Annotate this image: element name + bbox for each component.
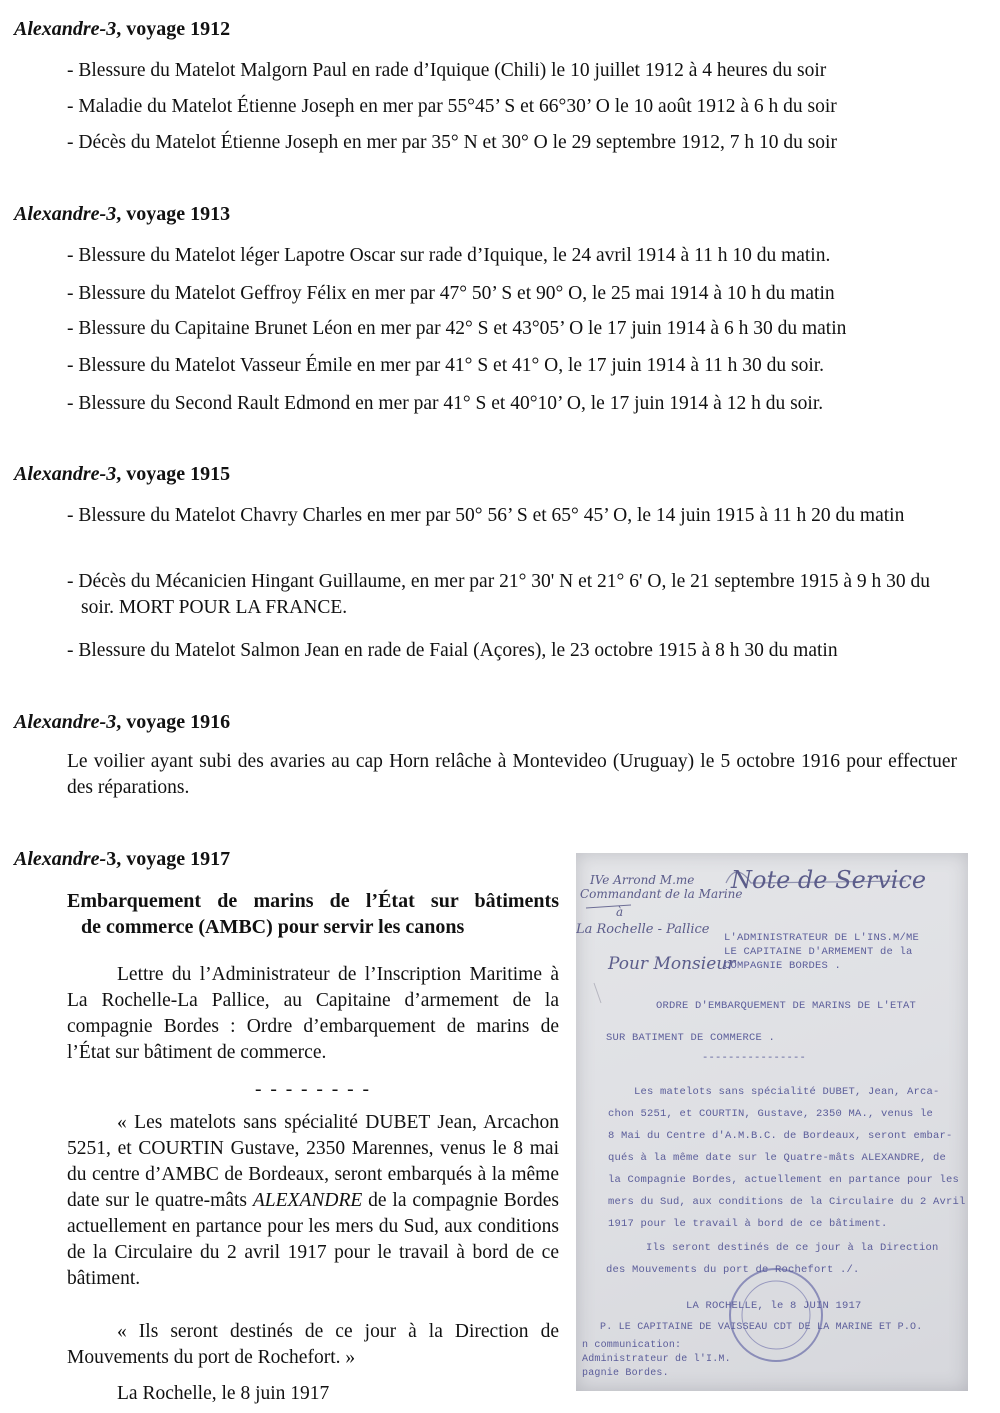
list-item: - Décès du Mécanicien Hingant Guillaume, en mer par 21° 30' N et 21° 6' O, le 21 septembre 1915 à 9 h 30 du soir. MORT POUR LA FRANCE. bbox=[67, 571, 931, 618]
scan-text: 1917 pour le travail à bord de ce bâtiment. bbox=[608, 1218, 888, 1230]
quote-paragraph bbox=[67, 1110, 559, 1292]
ship-name: Alexandre-3 bbox=[14, 463, 117, 485]
list-item: - Maladie du Matelot Étienne Joseph en mer par 55°45’ S et 66°30’ O le 10 août 1912 à 6 h du soir bbox=[67, 96, 837, 117]
scan-text: chon 5251, et COURTIN, Gustave, 2350 MA., venus le bbox=[608, 1108, 934, 1120]
scan-text: COMPAGNIE BORDES . bbox=[724, 960, 842, 972]
ship-name: Alexandre-3 bbox=[14, 711, 117, 733]
scan-text: ---------------- bbox=[702, 1052, 807, 1064]
scan-text: des Mouvements du port de Rochefort ./. bbox=[606, 1264, 860, 1276]
scan-text: LE CAPITAINE D'ARMEMENT de la bbox=[724, 946, 913, 958]
ship-name: ALEXANDRE bbox=[252, 1190, 363, 1211]
scan-text: ORDRE D'EMBARQUEMENT DE MARINS DE L'ETAT bbox=[656, 1000, 917, 1012]
handwritten-pour: Pour Monsieur bbox=[608, 954, 736, 974]
section-heading-1912 bbox=[14, 16, 230, 42]
scan-text: SUR BATIMENT DE COMMERCE . bbox=[606, 1032, 776, 1044]
signature-line: La Rochelle, le 8 juin 1917 bbox=[117, 1383, 330, 1404]
scan-text: Administrateur de l'I.M. bbox=[582, 1354, 731, 1365]
quote-text: « Les matelots sans spécialité DUBET Jean, Arcachon 5251, et COURTIN Gustave, 2350 Marennes, venus le 8 mai du centre d’AMBC de Bordeaux, seront embarqués à la même date sur le quatre-mâts bbox=[67, 1112, 559, 1211]
scan-text: la Compagnie Bordes, actuellement en partance pour les bbox=[608, 1174, 960, 1186]
handwritten-header: à bbox=[616, 905, 624, 919]
voyage-label: 3, voyage 1917 bbox=[106, 848, 231, 870]
scan-text: mers du Sud, aux conditions de la Circulaire du 2 Avril bbox=[608, 1196, 966, 1208]
scan-text: n communication: bbox=[582, 1340, 682, 1351]
quote-paragraph: « Ils seront destinés de ce jour à la Direction de Mouvements du port de Rochefort. » bbox=[67, 1321, 559, 1368]
list-item: - Blessure du Matelot Chavry Charles en mer par 50° 56’ S et 65° 45’ O, le 14 juin 1915 à 11 h 20 du matin bbox=[67, 505, 905, 526]
handwritten-title: Note de Service bbox=[731, 866, 927, 894]
list-item: - Blessure du Matelot Salmon Jean en rade de Faial (Açores), le 23 octobre 1915 à 8 h 30 du matin bbox=[67, 640, 838, 661]
intro-paragraph: Lettre du l’Administrateur de l’Inscription Maritime à La Rochelle-La Pallice, au Capitaine d’armement de la compagnie Bordes : Ordre d’embarquement de marins de l’État sur bâtiment de commerce. bbox=[67, 964, 559, 1063]
scan-text: pagnie Bordes. bbox=[582, 1368, 669, 1379]
list-item: - Blessure du Matelot Vasseur Émile en mer par 41° S et 41° O, le 17 juin 1914 à 11 h 30 du soir. bbox=[67, 355, 825, 376]
handwritten-header: Commandant de la Marine bbox=[580, 887, 743, 901]
list-item: - Décès du Matelot Étienne Joseph en mer par 35° N et 30° O le 29 septembre 1912, 7 h 10 du soir bbox=[67, 132, 837, 153]
subtitle-line: de commerce (AMBC) pour servir les canons bbox=[81, 916, 465, 938]
scan-text: LA ROCHELLE, le 8 JUIN 1917 bbox=[686, 1300, 862, 1312]
scanned-note-de-service bbox=[576, 853, 968, 1391]
section-heading-1917 bbox=[14, 846, 230, 872]
scan-text: L'ADMINISTRATEUR DE L'INS.M/ME bbox=[724, 932, 920, 944]
scan-text: qués à la même date sur le Quatre-mâts ALEXANDRE, de bbox=[608, 1152, 947, 1164]
scan-text: P. LE CAPITAINE DE VAISSEAU CDT DE LA MARINE ET P.O. bbox=[600, 1322, 923, 1333]
handwritten-header: La Rochelle - Pallice bbox=[576, 922, 710, 937]
list-item: - Blessure du Matelot léger Lapotre Oscar sur rade d’Iquique, le 24 avril 1914 à 11 h 10 du matin. bbox=[67, 245, 831, 266]
list-item: - Blessure du Capitaine Brunet Léon en mer par 42° S et 43°05’ O le 17 juin 1914 à 6 h 30 du matin bbox=[67, 318, 847, 339]
scan-text: Ils seront destinés de ce jour à la Direction bbox=[646, 1242, 939, 1254]
paragraph: Le voilier ayant subi des avaries au cap Horn relâche à Montevideo (Uruguay) le 5 octobre 1916 pour effectuer des réparations. bbox=[67, 751, 957, 798]
list-item: - Blessure du Second Rault Edmond en mer par 41° S et 40°10’ O, le 17 juin 1914 à 12 h du soir. bbox=[67, 393, 824, 414]
voyage-label: , voyage 1913 bbox=[116, 203, 231, 225]
list-item: - Blessure du Matelot Geffroy Félix en mer par 47° 50’ S et 90° O, le 25 mai 1914 à 10 h du matin bbox=[67, 283, 835, 304]
voyage-label: , voyage 1915 bbox=[116, 463, 231, 485]
separator: - - - - - - - - bbox=[254, 1079, 372, 1100]
voyage-label: , voyage 1912 bbox=[116, 18, 231, 40]
list-item: - Blessure du Matelot Malgorn Paul en rade d’Iquique (Chili) le 10 juillet 1912 à 4 heures du soir bbox=[67, 60, 827, 81]
subtitle-line: Embarquement de marins de l’État sur bâtiments bbox=[67, 890, 559, 912]
section-heading-1913 bbox=[14, 201, 230, 227]
quote-text: de la compagnie Bordes actuellement en partance pour les mers du Sud, aux conditions de la Circulaire du 2 avril 1917 pour le travail à bord de ce bâtiment. bbox=[67, 1190, 559, 1289]
subtitle bbox=[67, 888, 559, 940]
section-heading-1915 bbox=[14, 461, 230, 487]
handwritten-header: IVe Arrond M.me bbox=[590, 873, 695, 887]
scan-text: Les matelots sans spécialité DUBET, Jean, Arca- bbox=[634, 1086, 940, 1098]
section-heading-1916 bbox=[14, 709, 230, 735]
ship-name: Alexandre-3 bbox=[14, 203, 117, 225]
voyage-label: , voyage 1916 bbox=[116, 711, 231, 733]
ship-name: Alexandre- bbox=[14, 848, 107, 870]
ship-name: Alexandre-3 bbox=[14, 18, 117, 40]
scan-text: 8 Mai du Centre d'A.M.B.C. de Bordeaux, seront embar- bbox=[608, 1130, 953, 1142]
